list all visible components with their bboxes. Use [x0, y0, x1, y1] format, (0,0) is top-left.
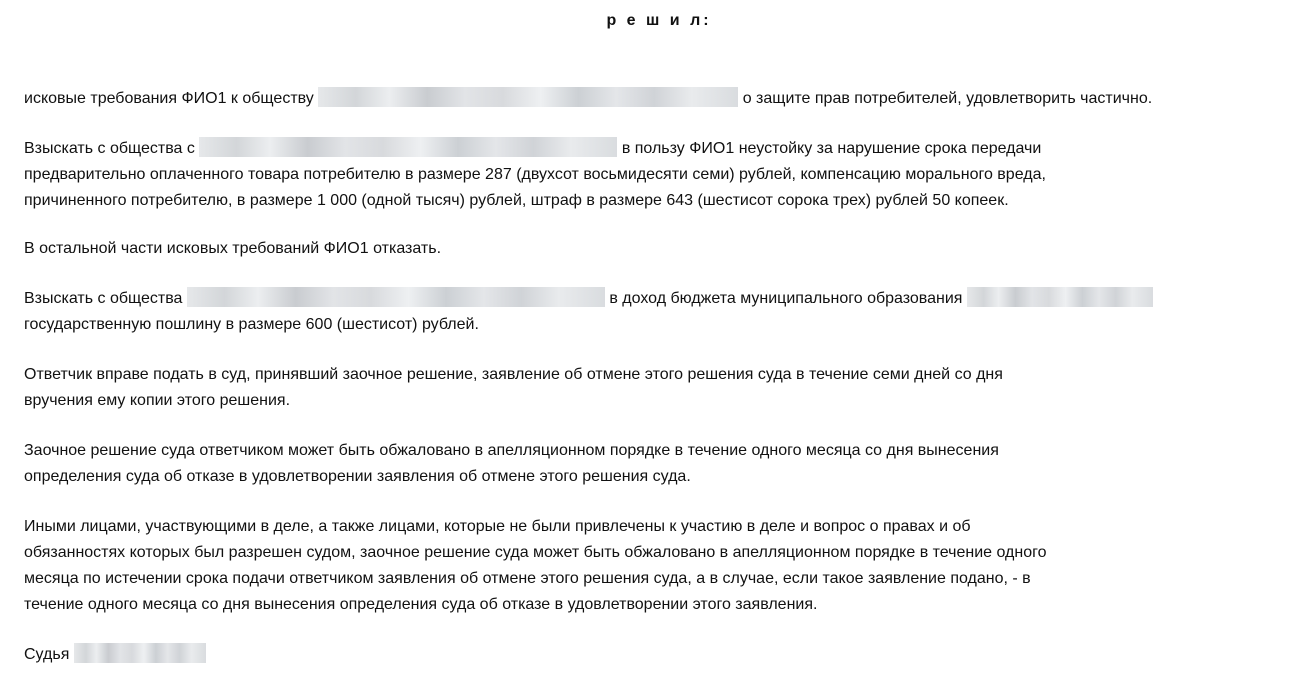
appeal-others-line-1: Иными лицами, участвующими в деле, а также лицами, которые не были привлечены к участию в деле и вопрос о правах и об: [24, 518, 971, 535]
paragraph-penalty: [24, 136, 1309, 214]
decision-heading: р е ш и л:: [606, 12, 712, 29]
paragraph-appeal-others: [24, 514, 1309, 618]
state-fee-line-1: [24, 286, 1309, 312]
redacted-municipality: [967, 287, 1153, 307]
claims-text-start: исковые требования ФИО1 к обществу: [24, 90, 314, 107]
state-fee-line-2: государственную пошлину в размере 600 (шестисот) рублей.: [24, 316, 479, 333]
penalty-text-start: Взыскать с общества с: [24, 140, 195, 157]
paragraph-rejection: В остальной части исковых требований ФИО1 отказать.: [24, 240, 442, 257]
redacted-company-name: [187, 287, 605, 307]
penalty-line-3: причиненного потребителю, в размере 1 000 (одной тысяч) рублей, штраф в размере 643 (шестисот сорока трех) рублей 50 копеек.: [24, 192, 1009, 209]
paragraph-defendant-right: [24, 362, 1309, 414]
paragraph-claims: [24, 86, 1309, 112]
claims-text-end: о защите прав потребителей, удовлетворить частично.: [742, 90, 1153, 107]
paragraph-state-fee: [24, 286, 1309, 338]
penalty-line-1: [24, 136, 1309, 162]
redacted-judge-name: [74, 643, 206, 663]
redacted-company-name: [318, 87, 738, 107]
appeal-defendant-line-2: определения суда об отказе в удовлетворении заявления об отмене этого решения суда.: [24, 468, 691, 485]
appeal-defendant-line-1: Заочное решение суда ответчиком может быть обжаловано в апелляционном порядке в течение одного месяца со дня вынесения: [24, 442, 999, 459]
defendant-right-line-1: Ответчик вправе подать в суд, принявший заочное решение, заявление об отмене этого решения суда в течение семи дней со дня: [24, 366, 1003, 383]
appeal-others-line-2: обязанностях которых был разрешен судом, заочное решение суда может быть обжаловано в апелляционном порядке в течение одного: [24, 544, 1047, 561]
signature-line: [24, 642, 1309, 668]
judge-label: Судья: [24, 646, 70, 663]
penalty-line-2: предварительно оплаченного товара потребителю в размере 287 (двухсот восьмидесяти семи) рублей, компенсацию морального вреда,: [24, 166, 1046, 183]
paragraph-appeal-defendant: [24, 438, 1309, 490]
appeal-others-line-3: месяца по истечении срока подачи ответчиком заявления об отмене этого решения суда, а в случае, если такое заявление подано, - в: [24, 570, 1031, 587]
redacted-company-name: [199, 137, 617, 157]
defendant-right-line-2: вручения ему копии этого решения.: [24, 392, 291, 409]
state-fee-text-start: Взыскать с общества: [24, 290, 183, 307]
state-fee-text-end: в доход бюджета муниципального образования: [609, 290, 963, 307]
penalty-text-end: в пользу ФИО1 неустойку за нарушение срока передачи: [621, 140, 1042, 157]
appeal-others-line-4: течение одного месяца со дня вынесения определения суда об отказе в удовлетворении этого заявления.: [24, 596, 818, 613]
